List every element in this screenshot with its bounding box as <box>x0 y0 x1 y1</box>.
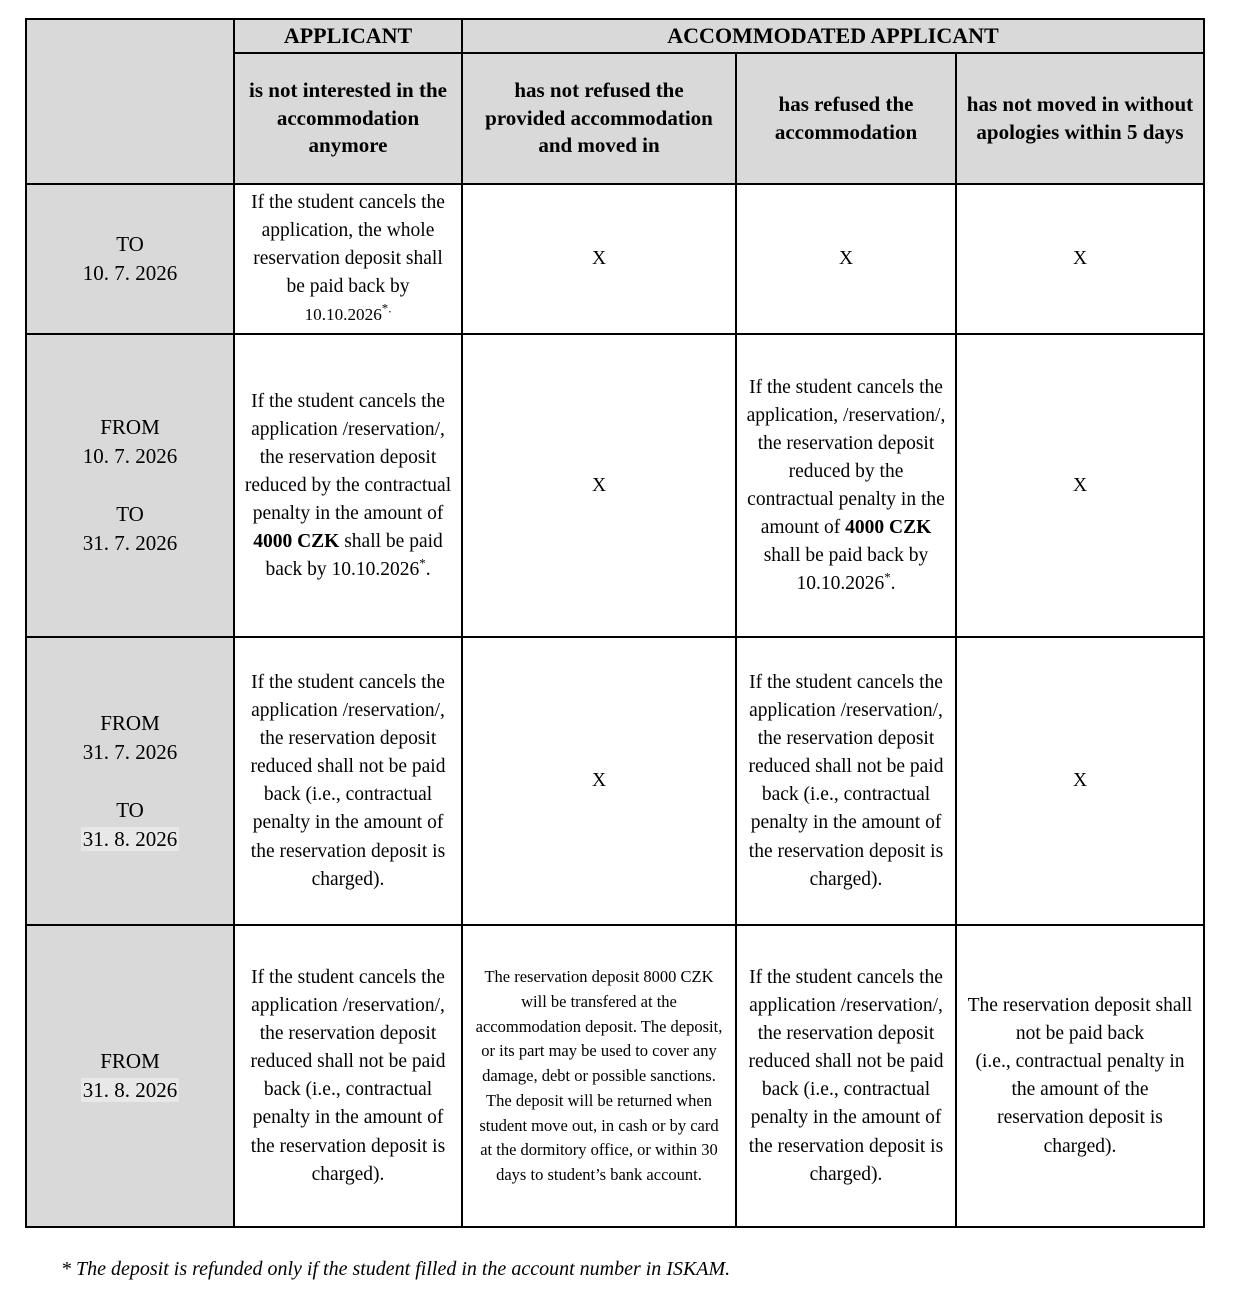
cell-r3-not-refused <box>462 637 736 925</box>
text-run: If the student cancels the application /reservation/, the reservation deposit reduced shall not be paid back (i.e., contractual penalty in the amount of the reservation deposit is charged). <box>250 672 446 890</box>
cell-r3-refused <box>736 637 956 925</box>
row-label-from-31-8 <box>26 925 234 1227</box>
text-run: If the student cancels the application, /reservation/, the reservation deposit reduced by the contractual penalty in the amount of <box>746 376 946 538</box>
header-accommodated-applicant: ACCOMMODATED APPLICANT <box>462 19 1204 53</box>
cell-r1-refused <box>736 184 956 334</box>
cell-r4-not-moved-in <box>956 925 1204 1227</box>
text-run: If the student cancels the application /reservation/, the reservation deposit reduced by the contractual penalty in the amount of <box>244 390 452 524</box>
subheader-not-moved-in: has not moved in without apologies within 5 days <box>956 53 1204 184</box>
text-run: If the student cancels the application /reservation/, the reservation deposit reduced shall not be paid back (i.e., contractual penalty in the amount of the reservation deposit is charged). <box>250 967 446 1185</box>
header-applicant: APPLICANT <box>234 19 462 53</box>
text-run: X <box>838 248 854 270</box>
header-row-main <box>26 19 1204 53</box>
subheader-refused: has refused the accommodation <box>736 53 956 184</box>
text-run: The reservation deposit shall not be paid back <box>967 995 1193 1045</box>
cell-r2-not-moved-in <box>956 334 1204 637</box>
text-run: If the student cancels the application /reservation/, the reservation deposit reduced shall not be paid back (i.e., contractual penalty in the amount of the reservation deposit is charged). <box>748 672 944 890</box>
label-line <box>127 769 132 793</box>
label-line: 31. 8. 2026 <box>82 826 178 851</box>
text-run: 4000 CZK <box>253 531 340 552</box>
label-line: FROM <box>100 1049 160 1074</box>
deposit-footnote: * The deposit is refunded only if the student filled in the account number in ISKAM. <box>61 1258 731 1281</box>
corner-cell <box>26 19 234 184</box>
cell-r1-not-refused <box>462 184 736 334</box>
row-label-to-10-7-2026 <box>26 184 234 334</box>
text-run: X <box>1072 770 1088 792</box>
label-line: 31. 7. 2026 <box>82 531 178 556</box>
text-run: (i.e., contractual penalty in the amount of the reservation deposit is charged). <box>975 1051 1185 1157</box>
text-run: * <box>884 570 891 585</box>
cell-r4-not-interested <box>234 925 462 1227</box>
label-line: 31. 8. 2026 <box>82 1078 178 1103</box>
cell-r3-not-moved-in <box>956 637 1204 925</box>
text-run: X <box>1072 474 1088 496</box>
deposit-refund-table <box>25 18 1205 1228</box>
text-run: 10.10.2026 <box>304 305 382 325</box>
table-row-from-31-8 <box>26 925 1204 1227</box>
table-row-31-7-to-31-8 <box>26 637 1204 925</box>
cell-r1-not-moved-in <box>956 184 1204 334</box>
text-run: X <box>591 474 607 496</box>
label-line <box>127 473 132 497</box>
cell-r1-not-interested <box>234 184 462 334</box>
label-line: 10. 7. 2026 <box>82 444 178 469</box>
label-line: TO <box>116 502 144 527</box>
label-line: FROM <box>100 415 160 440</box>
text-run: The reservation deposit 8000 CZK will be transfered at the accommodation deposit. The deposit, or its part may be used to cover any damage, debt or possible sanctions. The deposit will be returned when student move out, in cash or by card at the dormitory office, or within 30 days to student’s bank account. <box>475 967 723 1185</box>
text-run: If the student cancels the application /reservation/, the reservation deposit reduced shall not be paid back (i.e., contractual penalty in the amount of the reservation deposit is charged). <box>748 967 944 1185</box>
cell-r2-not-refused <box>462 334 736 637</box>
text-run: If the student cancels the application, the whole reservation deposit shall be paid back by <box>251 192 445 298</box>
text-run: X <box>1072 248 1088 270</box>
text-run: shall be paid back by 10.10.2026 <box>763 545 929 595</box>
subheader-not-interested: is not interested in the accommodation anymore <box>234 53 462 184</box>
cell-r2-not-interested <box>234 334 462 637</box>
cell-r4-not-refused <box>462 925 736 1227</box>
text-run: X <box>591 248 607 270</box>
text-run: 4000 CZK <box>845 516 932 538</box>
text-run: *. <box>381 301 392 316</box>
text-run: . <box>425 559 431 581</box>
label-line: 31. 7. 2026 <box>82 739 178 764</box>
cell-r3-not-interested <box>234 637 462 925</box>
table-row-to-10-7 <box>26 184 1204 334</box>
row-label-from-10-7-to-31-7 <box>26 334 234 637</box>
label-line: 10. 7. 2026 <box>82 261 178 286</box>
text-run: X <box>591 770 607 792</box>
label-line: TO <box>116 797 144 822</box>
text-run: . <box>890 573 896 595</box>
cell-r4-refused <box>736 925 956 1227</box>
table-row-10-7-to-31-7 <box>26 334 1204 637</box>
text-run: shall be paid back by 10.10.2026 <box>265 531 443 581</box>
cell-r2-refused <box>736 334 956 637</box>
label-line: FROM <box>100 710 160 735</box>
row-label-from-31-7-to-31-8 <box>26 637 234 925</box>
label-line: TO <box>116 232 144 257</box>
text-run: * <box>419 556 426 571</box>
subheader-not-refused-moved-in: has not refused the provided accommodation and moved in <box>462 53 736 184</box>
